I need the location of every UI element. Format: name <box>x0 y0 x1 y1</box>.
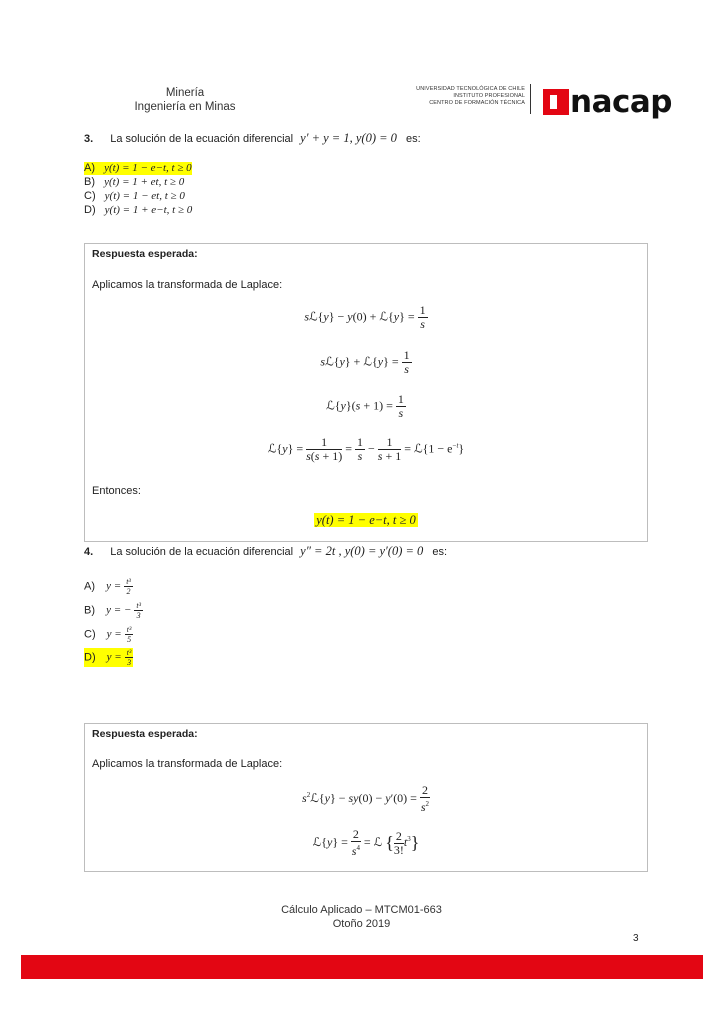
footer-red-bar <box>21 955 703 979</box>
inacap-logo <box>543 84 672 120</box>
institution-line3: CENTRO DE FORMACIÓN TÉCNICA <box>429 100 525 106</box>
q4-answer-box <box>84 723 648 872</box>
option-label: C) <box>84 190 96 202</box>
footer-term: Otoño 2019 <box>332 918 391 930</box>
institution-block <box>380 86 525 107</box>
answer-title: Respuesta esperada: <box>92 248 198 260</box>
question-text: La solución de la ecuación diferencial <box>110 546 294 558</box>
laplace-eq-6: ℒ{y} = $\frac{2}{s^4}$ = ℒ { $\frac{2}{3!}$ $t^3$} <box>312 827 420 858</box>
question-suffix: es: <box>405 133 421 145</box>
option-expr: y(t) = 1 + e−t, t ≥ 0 <box>104 204 193 216</box>
answer-final: y(t) = 1 − e−t, t ≥ 0 <box>316 513 416 527</box>
question-text: La solución de la ecuación diferencial <box>110 133 294 145</box>
q4-option-a <box>84 577 133 596</box>
question-equation: y′ + y = 1, y(0) = 0 <box>300 131 397 145</box>
option-lhs: y = <box>106 651 122 664</box>
option-expr: y(t) = 1 − et, t ≥ 0 <box>104 190 185 202</box>
laplace-eq-3: ℒ{y}(s + 1) = $\frac{1}{s}$ <box>326 392 404 420</box>
option-label: D) <box>84 651 96 664</box>
q3-option-c <box>84 190 185 203</box>
laplace-eq-2: sℒ{y} + ℒ{y} = $\frac{1}{s}$ <box>320 348 410 376</box>
logo-text: nacap <box>570 84 672 120</box>
option-label: A) <box>84 580 95 593</box>
answer-title: Respuesta esperada: <box>92 728 198 740</box>
option-lhs: y = <box>106 580 122 593</box>
institution-line2: INSTITUTO PROFESIONAL <box>453 93 525 99</box>
question-number: 3. <box>84 133 94 145</box>
option-expr: y(t) = 1 − e−t, t ≥ 0 <box>104 162 192 174</box>
q4-option-b <box>84 601 143 620</box>
option-expr: y(t) = 1 + et, t ≥ 0 <box>104 176 185 188</box>
laplace-eq-4: ℒ{y} = $\frac{1}{s(s + 1)}$ = $\frac{1}{s}$ − $\frac{1}{s + 1}$ = ℒ{1 − $e^{-t}$} <box>267 435 465 463</box>
option-fraction: $\frac{\text{t³}}{3}$ <box>136 601 141 620</box>
question-number: 4. <box>84 546 94 558</box>
footer-course: Cálculo Aplicado – MTCM01-663 <box>281 904 442 916</box>
q4-option-d <box>84 648 133 667</box>
q3-answer-box <box>84 243 648 542</box>
option-lhs: y = <box>106 628 122 641</box>
q3-option-b <box>84 176 184 189</box>
answer-final-wrap <box>85 513 647 528</box>
option-fraction: $\frac{\text{t³}}{2}$ <box>126 577 131 596</box>
header-line1: Minería <box>165 87 205 99</box>
header-line2: Ingeniería en Minas <box>134 101 236 113</box>
page-number: 3 <box>633 933 639 944</box>
question-3 <box>84 131 421 146</box>
question-equation: y″ = 2t , y(0) = y′(0) = 0 <box>300 544 424 558</box>
question-suffix: es: <box>432 546 448 558</box>
option-fraction: $\frac{\text{t³}}{5}$ <box>126 625 132 644</box>
header-program <box>110 86 260 114</box>
q4-option-c <box>84 625 133 644</box>
institution-line1: UNIVERSIDAD TECNOLÓGICA DE CHILE <box>416 86 525 92</box>
q3-option-d <box>84 204 192 217</box>
laplace-eq-1: sℒ{y} − y(0) + ℒ{y} = $\frac{1}{s}$ <box>304 303 426 331</box>
option-fraction: $\frac{\text{t³}}{3}$ <box>126 648 132 667</box>
option-label: C) <box>84 628 96 641</box>
option-label: B) <box>84 604 95 617</box>
answer-intro: Aplicamos la transformada de Laplace: <box>92 279 283 291</box>
option-label: A) <box>84 162 95 174</box>
laplace-eq-5: $s^2ℒ\{y\} - sy(0) - y'(0)$ = $\frac{2}{s^2}$ <box>302 783 430 814</box>
option-lhs: y = − <box>106 604 132 617</box>
answer-intro: Aplicamos la transformada de Laplace: <box>92 758 283 770</box>
logo-mark-icon <box>543 89 569 115</box>
q3-option-a <box>84 162 192 175</box>
header-divider <box>530 84 531 114</box>
question-4 <box>84 544 447 559</box>
answer-then: Entonces: <box>92 485 141 497</box>
option-label: D) <box>84 204 96 216</box>
option-label: B) <box>84 176 95 188</box>
